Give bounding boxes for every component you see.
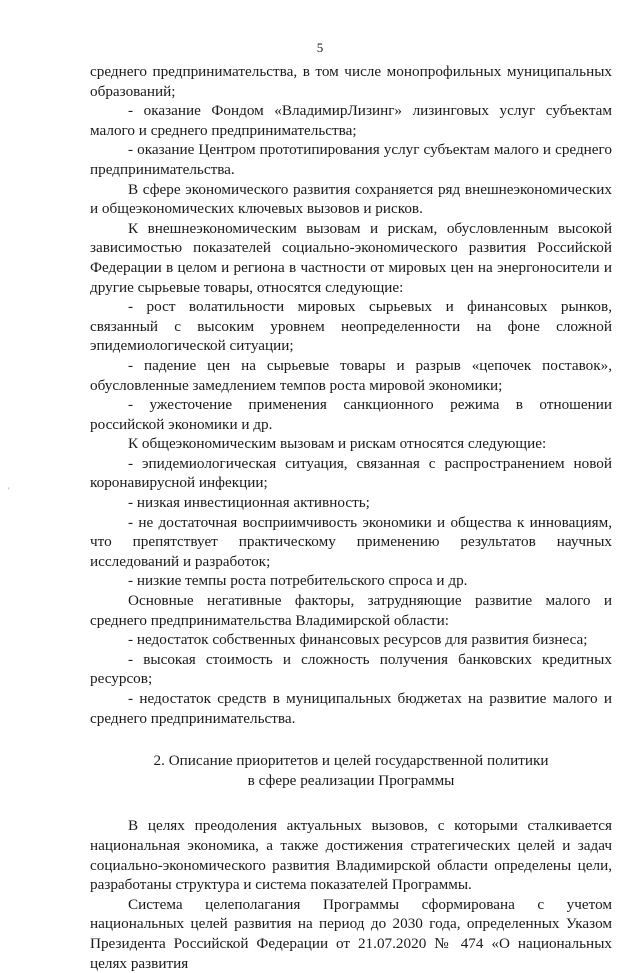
section-heading-line: 2. Описание приоритетов и целей государственной политики xyxy=(153,752,549,770)
list-item: - падение цен на сырьевые товары и разрыв «цепочек поставок», обусловленные замедлением темпов роста мировой экономики; xyxy=(90,356,612,394)
paragraph: В целях преодоления актуальных вызовов, с которыми сталкивается национальная экономика, а также достижения стратегических целей и задач социально-экономического развития Владимирской области определены цели, разработаны структура и система показателей Программы. xyxy=(90,817,612,894)
list-item: - оказание Центром прототипирования услуг субъектам малого и среднего предпринимательства. xyxy=(90,141,612,178)
section-heading-line: в сфере реализации Программы xyxy=(247,771,455,789)
list-item: - низкие темпы роста потребительского спроса и др. xyxy=(128,572,468,590)
list-item: - низкая инвестиционная активность; xyxy=(128,494,370,512)
list-item: - недостаток собственных финансовых ресурсов для развития бизнеса; xyxy=(128,631,588,649)
list-item: - рост волатильности мировых сырьевых и финансовых рынков, связанный с высоким уровнем неопределенности на фоне сложной эпидемиологической ситуации; xyxy=(90,298,612,355)
page-number: 5 xyxy=(316,40,324,55)
section-heading xyxy=(90,751,612,790)
paragraph: К общеэкономическим вызовам и рискам относятся следующие: xyxy=(128,435,547,453)
list-item-continuation: исследований и разработок; xyxy=(90,552,271,570)
list-item: - высокая стоимость и сложность получения банковских кредитных ресурсов; xyxy=(90,650,612,688)
list-item: - ужесточение применения санкционного режима в отношении российской экономики и др. xyxy=(90,396,612,433)
paragraph: среднего предпринимательства, в том числе монопрофильных муниципальных образований; xyxy=(90,63,612,100)
paragraph: К внешнеэкономическим вызовам и рискам, обусловленным высокой зависимостью показателей социально-экономического развития Российской Федерации в целом и региона в частности от мировых цен на энергоносители и другие сырьевые товары, относятся следующие: xyxy=(90,219,612,296)
list-item-continuation: что препятствует практическому применению результатов научных xyxy=(90,533,612,551)
list-item: - не достаточная восприимчивость экономики и общества к инновациям, xyxy=(128,513,612,531)
margin-mark: ' xyxy=(8,486,10,496)
list-item: - оказание Фондом «ВладимирЛизинг» лизинговых услуг субъектам малого и среднего предпринимательства; xyxy=(90,102,612,139)
page-body xyxy=(90,62,612,973)
paragraph: В сфере экономического развития сохраняется ряд внешнеэкономических и общеэкономических ключевых вызовов и рисков. xyxy=(90,180,612,218)
paragraph: Основные негативные факторы, затрудняющие развитие малого и среднего предпринимательства Владимирской области: xyxy=(90,592,612,629)
paragraph: Система целеполагания Программы сформирована с учетом национальных целей развития на период до 2030 года, определенных Указом Президента Российской Федерации от 21.07.2020 № 474 «О национальных целях развития xyxy=(90,895,612,972)
list-item: - недостаток средств в муниципальных бюджетах на развитие малого и среднего предпринимательства. xyxy=(90,690,612,727)
list-item: - эпидемиологическая ситуация, связанная с распространением новой коронавирусной инфекции; xyxy=(90,454,612,492)
